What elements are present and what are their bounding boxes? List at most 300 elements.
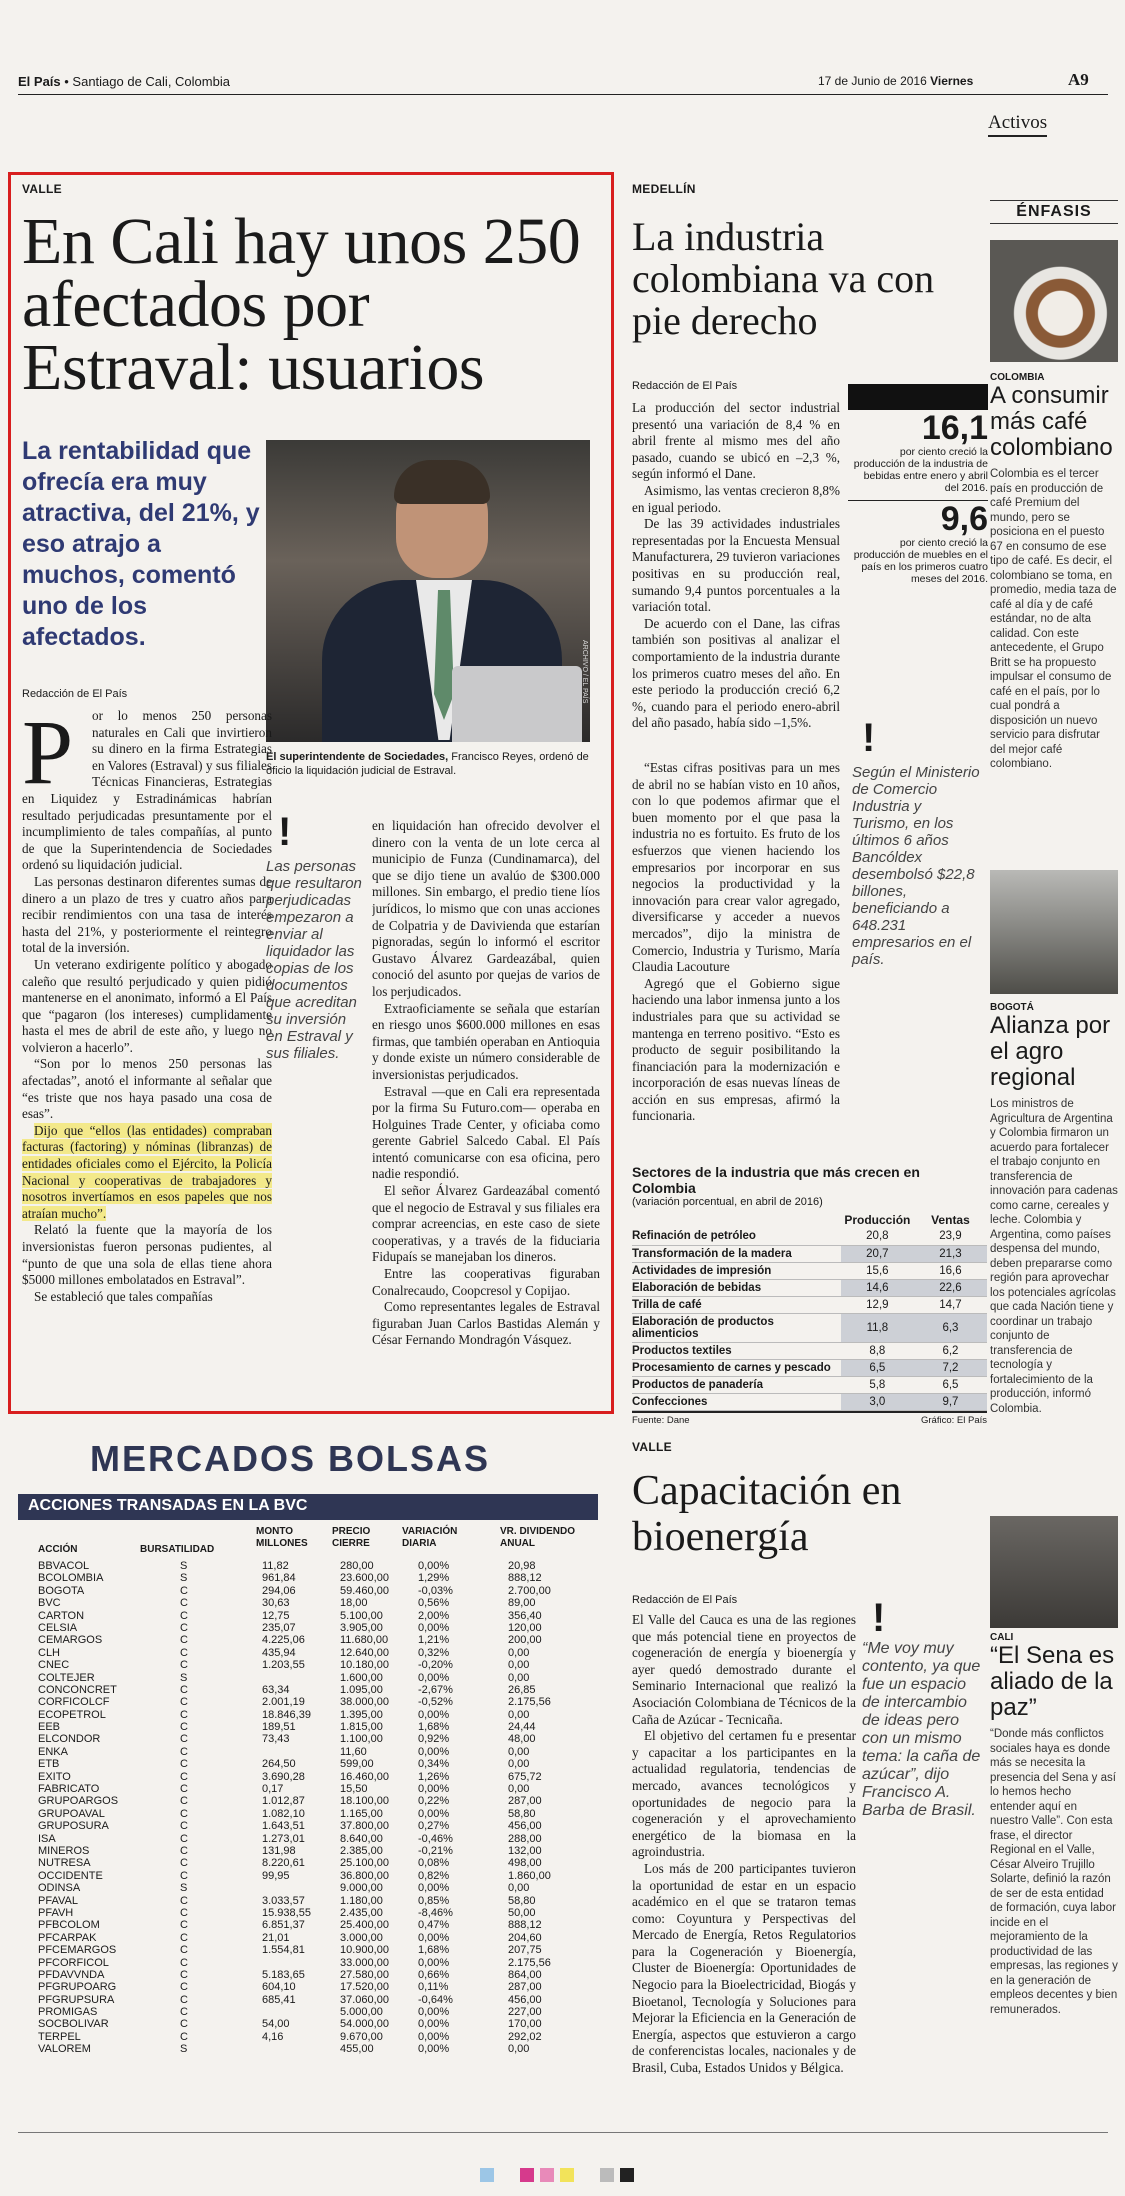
- masthead-left: [18, 74, 230, 89]
- market-cell: ECOPETROL: [38, 1708, 106, 1721]
- rail1-headline: A consumir más café colombiano: [990, 382, 1113, 461]
- market-cell: 204,60: [508, 1931, 542, 1944]
- rail2-body: Los ministros de Agricultura de Argentina y Colombia firmaron un acuerdo para fortalecer el trabajo conjunto en transferencia de innovación para cadenas como carne, cereales y leche. Colombia y Argentina, como países despensa del mundo, deben prepararse como región para aprovechar los potenciales agrícolas que cada Nación tiene y coordinar un trabajo conjunto de transferencia de tecnología y fortalecimiento de la producción, informó Colombia.: [990, 1098, 1118, 1415]
- market-cell: 131,98: [262, 1844, 296, 1857]
- market-cell: 1.273,01: [262, 1832, 305, 1845]
- article1-photo: [266, 440, 590, 742]
- market-cell: [248, 1957, 330, 1969]
- market-cell: 288,00: [508, 1832, 542, 1845]
- market-cell: 2.175,56: [508, 1956, 551, 1969]
- market-cell: 50,00: [508, 1906, 536, 1919]
- market-cell: -0,21%: [418, 1844, 453, 1857]
- pullquote-icon: !: [278, 810, 292, 854]
- market-row: [18, 1746, 608, 1758]
- masthead-rule: [18, 94, 1108, 95]
- table-subtitle: (variación porcentual, en abril de 2016): [632, 1196, 823, 1208]
- market-row: [18, 1647, 608, 1659]
- market-cell: C: [180, 1944, 188, 1957]
- a3-p1: El Valle del Cauca es una de las regiones que más potencial tiene en proyectos de cogeneración de energía y bioenergía y ayer quedó demostrado durante el Seminario Internacional que realizó la Asociación Colombiana de Técnicos de la Caña de Azúcar - Tecnicaña.: [632, 1612, 856, 1727]
- col1-p4: “Son por lo menos 250 personas las afectadas”, anotó el informante al señalar que “es triste que nos haya pasado una cosa de esas”.: [22, 1056, 272, 1122]
- rail-item2: [990, 1002, 1118, 1416]
- col1-lead: or lo menos 250 personas naturales en Cali que invirtieron su dinero en la firma Estrategias en Valores (Estraval) y sus filiales Técnicas Financieras, Estrategias en Liquidez y Estradinámicas habrían resultado perjudicadas presuntamente por el incumplimiento de tales compañías, al punto de que la Superintendencia de Sociedades ordenó su liquidación judicial.: [22, 708, 272, 873]
- market-cell: 11,60: [340, 1745, 367, 1758]
- market-cell: 200,00: [508, 1634, 542, 1647]
- market-cell: 33.000,00: [340, 1956, 389, 1969]
- article2-pullquote: Según el Ministerio de Comercio Industria y Turismo, en los últimos 6 años Bancóldex desembolsó $22,8 billones, beneficiando a 648.231 empresarios en el país.: [852, 764, 980, 968]
- market-cell: 264,50: [262, 1758, 296, 1771]
- market-cell: PFAVAL: [38, 1894, 78, 1907]
- market-cell: CORFICOLCF: [38, 1696, 110, 1709]
- market-row: [18, 1833, 608, 1845]
- market-cell: C: [180, 1894, 188, 1907]
- rail3-headline: “El Sena es aliado de la paz”: [990, 1642, 1115, 1721]
- market-cell: CLH: [38, 1646, 61, 1659]
- sales-value: 6,3: [914, 1313, 987, 1342]
- market-cell: S: [180, 1572, 188, 1585]
- market-cell: [248, 1672, 330, 1684]
- market-cell: 12.640,00: [340, 1646, 389, 1659]
- market-cell: PFCEMARGOS: [38, 1944, 117, 1957]
- market-row: [18, 1907, 608, 1919]
- market-cell: S: [180, 1671, 188, 1684]
- market-cell: C: [180, 2006, 188, 2019]
- table-row: [632, 1245, 987, 1262]
- production-value: 5,8: [841, 1376, 914, 1393]
- market-cell: C: [180, 1783, 188, 1796]
- market-cell: C: [180, 1906, 188, 1919]
- color-swatch-yellow: [560, 2168, 574, 2182]
- production-value: 20,7: [841, 1245, 914, 1262]
- market-cell: 6.851,37: [262, 1919, 305, 1932]
- market-cell: 1.860,00: [508, 1869, 551, 1882]
- market-row: [18, 1981, 608, 1993]
- production-value: 3,0: [841, 1393, 914, 1410]
- market-row: [18, 1622, 608, 1634]
- table-row-label: Procesamiento de carnes y pescado: [632, 1359, 841, 1376]
- weekday-text: Viernes: [930, 74, 974, 88]
- market-cell: 207,75: [508, 1944, 542, 1957]
- sales-value: 6,2: [914, 1342, 987, 1359]
- table-row: [632, 1296, 987, 1313]
- market-cell: 0,00: [508, 1671, 530, 1684]
- col3-p2: Extraoficiamente se señala que estarían en riesgo unos $600.000 millones en esas firmas, que también operaban en Antioquia y donde existe un número considerable de inversionistas perjudicados.: [372, 1000, 600, 1082]
- market-cell: 9.000,00: [340, 1882, 383, 1895]
- market-cell: SOCBOLIVAR: [38, 2018, 109, 2031]
- market-cell: 0,00%: [418, 1783, 450, 1796]
- industry-table: [632, 1164, 987, 1426]
- market-cell: C: [180, 1621, 188, 1634]
- masthead-date: [818, 74, 973, 88]
- col1-p2: Las personas destinaron diferentes sumas de dinero a un plazo de tres y cuatro años para recibir rendimientos con una tasa de interés hasta del 21%, y posteriormente el reintegro total de la inversión.: [22, 873, 272, 956]
- article2-col2: [632, 760, 840, 1150]
- market-cell: 0,00: [508, 1646, 530, 1659]
- market-cell: COLTEJER: [38, 1671, 95, 1684]
- market-cell: 54,00: [262, 2018, 290, 2031]
- article1-deck: La rentabilidad que ofrecía era muy atractiva, del 21%, y eso atrajo a muchos, comentó uno de los afectados.: [22, 437, 260, 651]
- market-row: [18, 1932, 608, 1944]
- market-cell: 54.000,00: [340, 2018, 389, 2031]
- market-cell: OCCIDENTE: [38, 1869, 103, 1882]
- market-cell: 235,07: [262, 1621, 296, 1634]
- mk-header-dividendo: VR. DIVIDENDO ANUAL: [500, 1526, 576, 1549]
- market-cell: 356,40: [508, 1609, 542, 1622]
- market-cell: PFCARPAK: [38, 1931, 97, 1944]
- market-cell: S: [180, 2043, 188, 2056]
- market-cell: 170,00: [508, 2018, 542, 2031]
- article2-col1: [632, 400, 840, 760]
- market-cell: C: [180, 1659, 188, 1672]
- market-row: [18, 1795, 608, 1807]
- article1-col3: [372, 818, 600, 1378]
- market-cell: 3.905,00: [340, 1621, 383, 1634]
- section-label: Activos: [988, 112, 1047, 137]
- rail2-kicker: BOGOTÁ: [990, 1002, 1034, 1013]
- market-cell: 23.600,00: [340, 1572, 389, 1585]
- market-row: [18, 1994, 608, 2006]
- market-row: [18, 1771, 608, 1783]
- market-cell: S: [180, 1560, 188, 1572]
- a3-p3: Los más de 200 participantes tuvieron la oportunidad de estar en un espacio académico en el que se trataron temas como: Coyuntura y Perspectivas del Mercado de Energía, Retos Regulatorios para la Cogeneración y Bioenergía, Cluster de Bioenergía: Oportunidades de Negocio para la Bioelectricidad, Biogás y Bioetanol, Tecnología y Soluciones para Mejorar la Eficiencia en la Generación de Energía, aspectos que estuvieron a cargo de conferencistas locales, nacionales y de Brasil, Cuba, Estados Unidos y Bélgica.: [632, 1860, 856, 2076]
- dropcap: P: [22, 701, 74, 803]
- market-cell: 0,17: [262, 1783, 284, 1796]
- market-row: [18, 1845, 608, 1857]
- market-cell: C: [180, 1683, 188, 1696]
- production-value: 11,8: [841, 1313, 914, 1342]
- market-cell: [248, 2043, 330, 2055]
- market-cell: [248, 1746, 330, 1758]
- table-grid: [632, 1212, 987, 1411]
- col3-p4: El señor Álvarez Gardeazábal comentó que el negocio de Estraval y sus filiales era comprar acreencias, en este caso de siete cooperativas, y a través de la fiduciaria Fidupaís se manejaban los dineros.: [372, 1183, 600, 1265]
- sales-value: 23,9: [914, 1228, 987, 1245]
- market-row: [18, 1882, 608, 1894]
- market-row: [18, 1733, 608, 1745]
- col-header-production: Producción: [844, 1213, 911, 1227]
- market-cell: EXITO: [38, 1770, 71, 1783]
- production-value: 14,6: [841, 1279, 914, 1296]
- color-swatch-cyan: [480, 2168, 494, 2182]
- market-cell: 26,85: [508, 1683, 536, 1696]
- sena-image: [990, 1516, 1118, 1628]
- market-cell: 292,02: [508, 2030, 542, 2043]
- market-cell: C: [180, 1708, 188, 1721]
- market-cell: 0,00%: [418, 1956, 450, 1969]
- market-row: [18, 1808, 608, 1820]
- market-cell: C: [180, 1993, 188, 2006]
- market-cell: TERPEL: [38, 2030, 81, 2043]
- market-cell: 1,26%: [418, 1770, 450, 1783]
- market-cell: 37.060,00: [340, 1993, 389, 2006]
- table-row-label: Refinación de petróleo: [632, 1228, 841, 1245]
- market-cell: 58,80: [508, 1807, 536, 1820]
- market-cell: 455,00: [340, 2043, 374, 2056]
- market-cell: BOGOTA: [38, 1584, 85, 1597]
- market-cell: NUTRESA: [38, 1857, 91, 1870]
- market-cell: 0,00: [508, 1659, 530, 1672]
- market-cell: C: [180, 1981, 188, 1994]
- market-cell: CELSIA: [38, 1621, 78, 1634]
- market-cell: 25.100,00: [340, 1857, 389, 1870]
- market-cell: PFDAVVNDA: [38, 1968, 105, 1981]
- color-swatch-pink: [540, 2168, 554, 2182]
- market-cell: 0,00%: [418, 1708, 450, 1721]
- market-cell: C: [180, 1857, 188, 1870]
- market-cell: FABRICATO: [38, 1783, 100, 1796]
- market-cell: C: [180, 1597, 188, 1610]
- market-cell: ELCONDOR: [38, 1733, 101, 1746]
- market-cell: BBVACOL: [38, 1560, 90, 1572]
- market-cell: 15,50: [340, 1783, 368, 1796]
- market-row: [18, 1634, 608, 1646]
- market-cell: 0,00%: [418, 1560, 450, 1572]
- market-cell: GRUPOSURA: [38, 1820, 109, 1833]
- market-cell: 73,43: [262, 1733, 290, 1746]
- market-cell: C: [180, 1758, 188, 1771]
- market-cell: 0,00: [508, 1745, 530, 1758]
- market-cell: 132,00: [508, 1844, 542, 1857]
- article1-byline: Redacción de El País: [22, 688, 128, 700]
- market-cell: 120,00: [508, 1621, 542, 1634]
- table-row: [632, 1342, 987, 1359]
- market-cell: 1.203,55: [262, 1659, 305, 1672]
- market-cell: 37.800,00: [340, 1820, 389, 1833]
- table-row: [632, 1228, 987, 1245]
- market-cell: C: [180, 1696, 188, 1709]
- market-cell: 0,00%: [418, 2018, 450, 2031]
- caption-rest: Francisco Reyes, ordenó de oficio la liquidación judicial de Estraval.: [266, 751, 589, 777]
- market-cell: C: [180, 1646, 188, 1659]
- rail3-body: “Donde más conflictos sociales haya es donde más se necesita la presencia del Sena y así lo hemos hecho entender aquí en nuestro Valle”. Con esta frase, el director Regional en el Valle, César Alveiro Trujillo Solarte, definió la razón de ser de esta entidad de formación, cuya labor incide en el mejoramiento de la productividad de las empresas, las regiones y en la generación de empleos decentes y bien remunerados.: [990, 1728, 1118, 2016]
- market-cell: 1.180,00: [340, 1894, 383, 1907]
- market-cell: C: [180, 1869, 188, 1882]
- market-cell: 10.900,00: [340, 1944, 389, 1957]
- market-cell: BVC: [38, 1597, 61, 1610]
- rail1-body: Colombia es el tercer país en producción de café Premium del mundo, pero se posiciona en el puesto 67 en consumo de ese tipo de café. Es decir, el colombiano se toma, en promedio, media taza de café al día y de café estándar, no de alta calidad. Con este antecedente, el Grupo Britt se ha propuesto impulsar el consumo de café en el país, por lo cual pondrá a disposición un nuevo servicio para disfrutar del mejor café colombiano.: [990, 468, 1117, 770]
- market-cell: C: [180, 1634, 188, 1647]
- market-row: [18, 1969, 608, 1981]
- a2-p3: De las 39 actividades industriales representadas por la Encuesta Mensual Manufacturera, 29 tuvieron variaciones positivas en su producción real, sumando 9,4 puntos porcentuales a la variación total.: [632, 516, 840, 615]
- market-cell: 2.175,56: [508, 1696, 551, 1709]
- market-cell: 10.180,00: [340, 1659, 389, 1672]
- market-cell: 1.554,81: [262, 1944, 305, 1957]
- market-row: [18, 1684, 608, 1696]
- a2-p4: De acuerdo con el Dane, las cifras también son positivas al analizar el comportamiento de la industria durante los primeros cuatro meses del año. En este periodo la producción creció 6,2 %, cuando para el periodo enero-abril del año pasado, había sido –1,5%.: [632, 615, 840, 731]
- rail2-headline: Alianza por el agro regional: [990, 1012, 1111, 1091]
- market-cell: 0,08%: [418, 1857, 450, 1870]
- market-cell: 294,06: [262, 1584, 296, 1597]
- article2-headline: La industria colombiana va con pie derecho: [632, 214, 935, 343]
- stat-bar: [848, 384, 988, 410]
- market-row: [18, 1610, 608, 1622]
- a2-p5: “Estas cifras positivas para un mes de abril no se habían visto en 10 años, con lo que podemos afirmar que el buen momento por el que pasa la industria no es fortuito. Es fruto de los esfuerzos que vienen haciendo los empresarios por incorporar en sus negocios la productividad y la innovación para crear valor agregado, diversificarse y acceder a nuevos mercados”, dijo la ministra de Comercio, Industria y Turismo, María Claudia Lacouture: [632, 760, 840, 975]
- market-cell: 1,29%: [418, 1572, 450, 1585]
- market-cell: 2,00%: [418, 1609, 450, 1622]
- photo-caption: [266, 750, 596, 778]
- market-cell: 0,56%: [418, 1597, 450, 1610]
- market-cell: PFGRUPOARG: [38, 1981, 117, 1994]
- market-cell: CARTON: [38, 1609, 85, 1622]
- rail3-kicker: CALI: [990, 1632, 1014, 1643]
- stat2-number: 9,6: [940, 500, 988, 538]
- market-cell: 435,94: [262, 1646, 296, 1659]
- article1-kicker: VALLE: [22, 182, 62, 196]
- market-cell: 0,00%: [418, 2006, 450, 2019]
- a2-p2: Asimismo, las ventas crecieron 8,8% en igual periodo.: [632, 482, 840, 515]
- market-cell: PFBCOLOM: [38, 1919, 100, 1932]
- color-swatch-black: [620, 2168, 634, 2182]
- markets-bar: ACCIONES TRANSADAS EN LA BVC: [18, 1494, 598, 1520]
- market-cell: 11.680,00: [340, 1634, 389, 1647]
- market-cell: 25.400,00: [340, 1919, 389, 1932]
- stat1-text: por ciento creció la producción de la industria de bebidas entre enero y abril del 2016.: [853, 446, 988, 494]
- market-cell: 1.395,00: [340, 1708, 383, 1721]
- market-cell: ENKA: [38, 1745, 68, 1758]
- market-cell: 21,01: [262, 1931, 290, 1944]
- mk-header-precio: PRECIO CIERRE: [332, 1526, 371, 1549]
- market-cell: C: [180, 2030, 188, 2043]
- a2-p6: Agregó que el Gobierno sigue haciendo una labor inmensa junto a los industriales para que su actividad se mantenga en terreno positivo. “Esto es producto de seguir posibilitando la financiación para la modernización e incorporación de esas nuevas líneas de acción en sus empresas, afirmó la funcionaria.: [632, 975, 840, 1124]
- market-cell: 20,98: [508, 1560, 536, 1572]
- market-cell: [248, 1882, 330, 1894]
- market-cell: 1.100,00: [340, 1733, 383, 1746]
- paper-name: El País: [18, 74, 61, 89]
- market-cell: C: [180, 1795, 188, 1808]
- market-cell: 15.938,55: [262, 1906, 311, 1919]
- article3-kicker: VALLE: [632, 1440, 672, 1454]
- market-cell: 675,72: [508, 1770, 542, 1783]
- market-row: [18, 2043, 608, 2055]
- market-cell: 18.100,00: [340, 1795, 389, 1808]
- market-cell: 59.460,00: [340, 1584, 389, 1597]
- market-cell: BCOLOMBIA: [38, 1572, 104, 1585]
- col1-p6: Relató la fuente que la mayoría de los inversionistas fueron personas pudientes, al “punto de que una sola de ellas tiene ahora $5000 millones embolatados en Estraval”.: [22, 1222, 272, 1288]
- rail-item3: [990, 1632, 1118, 2017]
- col3-p1: en liquidación han ofrecido devolver el dinero con la venta de un lote cerca al municipio de Funza (Cundinamarca), del que se dijo tiene un avalúo de $300.000 millones. Sin embargo, el predio tiene líos jurídicos, lo mismo que con unas acciones de Colpatria y de Davivienda que estarían pignoradas, según lo informó el escritor Gustavo Álvarez Gardeazábal, quien conoció del asunto por quejas de varios de los perjudicados.: [372, 818, 600, 999]
- market-row: [18, 1721, 608, 1733]
- rail1-kicker: COLOMBIA: [990, 372, 1045, 383]
- market-row: [18, 1758, 608, 1770]
- production-value: 15,6: [841, 1262, 914, 1279]
- market-cell: 0,11%: [418, 1981, 449, 1994]
- market-cell: C: [180, 2018, 188, 2031]
- market-row: [18, 1585, 608, 1597]
- col1-highlight: Dijo que “ellos (las entidades) compraban facturas (factoring) y nóminas (libranzas) de entidades oficiales como el Ejército, la Policía Nacional y cooperativas de trabajadores y nosotros invertíamos en esos papeles que nos atraían mucho”.: [22, 1122, 272, 1221]
- market-cell: 2.435,00: [340, 1906, 383, 1919]
- mk-header-monto: MONTO MILLONES: [256, 1526, 308, 1549]
- stat2-text: por ciento creció la producción de muebles en el país en los primeros cuatro meses del 2016.: [853, 537, 988, 585]
- market-row: [18, 1957, 608, 1969]
- market-row: [18, 1659, 608, 1671]
- markets-rows: [18, 1560, 608, 2056]
- a2-p1: La producción del sector industrial presentó una variación de 8,4 % en abril frente al mismo mes del año pasado, cuando se ubicó en –2,3 %, según informó el Dane.: [632, 400, 840, 482]
- table-graphic-credit: Gráfico: El País: [921, 1414, 987, 1426]
- market-cell: 0,00%: [418, 2043, 450, 2056]
- market-cell: 1,21%: [418, 1634, 450, 1647]
- market-cell: 0,27%: [418, 1820, 450, 1833]
- market-cell: 48,00: [508, 1733, 536, 1746]
- market-cell: 0,00: [508, 1758, 530, 1771]
- market-cell: 38.000,00: [340, 1696, 389, 1709]
- market-row: [18, 2018, 608, 2030]
- market-cell: C: [180, 1721, 188, 1734]
- market-cell: 1,68%: [418, 1721, 450, 1734]
- market-cell: 0,00: [508, 1882, 530, 1895]
- market-row: [18, 2006, 608, 2018]
- article2-byline: Redacción de El País: [632, 380, 738, 392]
- market-cell: 0,34%: [418, 1758, 450, 1771]
- article3-body: [632, 1612, 856, 2112]
- article3-headline: Capacitación en bioenergía: [632, 1468, 902, 1560]
- market-cell: 0,00%: [418, 1807, 450, 1820]
- market-row: [18, 1919, 608, 1931]
- market-cell: 0,00%: [418, 1882, 450, 1895]
- markets-title: MERCADOS BOLSAS: [90, 1438, 491, 1479]
- market-cell: 24,44: [508, 1721, 536, 1734]
- mk-header-bursatilidad: BURSATILIDAD: [140, 1544, 215, 1555]
- market-cell: 287,00: [508, 1795, 542, 1808]
- article1-headline: En Cali hay unos 250 afectados por Estraval: usuarios: [22, 205, 581, 404]
- market-cell: 961,84: [262, 1572, 296, 1585]
- production-value: 20,8: [841, 1228, 914, 1245]
- market-row: [18, 1870, 608, 1882]
- market-cell: 99,95: [262, 1869, 290, 1882]
- market-row: [18, 1944, 608, 1956]
- market-cell: 5.100,00: [340, 1609, 383, 1622]
- market-cell: -0,64%: [418, 1993, 453, 2006]
- tractor-image: [990, 870, 1118, 994]
- market-cell: 280,00: [340, 1560, 374, 1572]
- market-cell: 0,00: [508, 1708, 530, 1721]
- market-cell: C: [180, 1807, 188, 1820]
- table-footer: [632, 1411, 987, 1426]
- color-swatch-magenta: [520, 2168, 534, 2182]
- market-cell: 287,00: [508, 1981, 542, 1994]
- market-cell: 12,75: [262, 1609, 290, 1622]
- market-cell: 1.095,00: [340, 1683, 383, 1696]
- market-cell: PFCORFICOL: [38, 1956, 109, 1969]
- market-cell: ISA: [38, 1832, 56, 1845]
- market-row: [18, 1709, 608, 1721]
- rail-item1: [990, 372, 1118, 772]
- a3-p2: El objetivo del certamen fu e presentar y capacitar a los participantes en la actualidad regulatoria, tendencias de mercado, avances tecnológicos y oportunidades de negocio para la cogeneración y el aprovechamiento energético de la biomasa en la agroindustria.: [632, 1728, 856, 1860]
- market-cell: PFGRUPSURA: [38, 1993, 115, 2006]
- market-cell: [248, 2006, 330, 2018]
- table-source: Fuente: Dane: [632, 1414, 690, 1426]
- market-cell: 888,12: [508, 1919, 542, 1932]
- sales-value: 14,7: [914, 1296, 987, 1313]
- article3-byline: Redacción de El País: [632, 1594, 738, 1606]
- market-cell: 16.460,00: [340, 1770, 389, 1783]
- market-cell: C: [180, 1770, 188, 1783]
- mk-header-variacion: VARIACIÓN DIARIA: [402, 1526, 458, 1549]
- col1-p7: Se estableció que tales compañías: [34, 1288, 213, 1304]
- market-cell: 1,68%: [418, 1944, 450, 1957]
- table-row-label: Actividades de impresión: [632, 1262, 841, 1279]
- table-row: [632, 1359, 987, 1376]
- col3-p3: Estraval —que en Cali era representada por la firma Su Futuro.com— operaba en Holguines Trade Center, y oficiaba como gerente Gabriel Salcedo Cabal. El País intentó comunicarse con esa oficina, pero nadie respondió.: [372, 1083, 600, 1182]
- masthead-location: • Santiago de Cali, Colombia: [60, 74, 230, 89]
- market-cell: 8.640,00: [340, 1832, 383, 1845]
- market-cell: 3.690,28: [262, 1770, 305, 1783]
- market-cell: 5.183,65: [262, 1968, 305, 1981]
- table-row: [632, 1262, 987, 1279]
- market-cell: 0,00%: [418, 1745, 450, 1758]
- market-cell: 0,47%: [418, 1919, 450, 1932]
- table-row-label: Productos textiles: [632, 1342, 841, 1359]
- market-cell: 8.220,61: [262, 1857, 305, 1870]
- table-row: [632, 1376, 987, 1393]
- market-cell: 0,00%: [418, 1931, 450, 1944]
- market-cell: 1.165,00: [340, 1807, 383, 1820]
